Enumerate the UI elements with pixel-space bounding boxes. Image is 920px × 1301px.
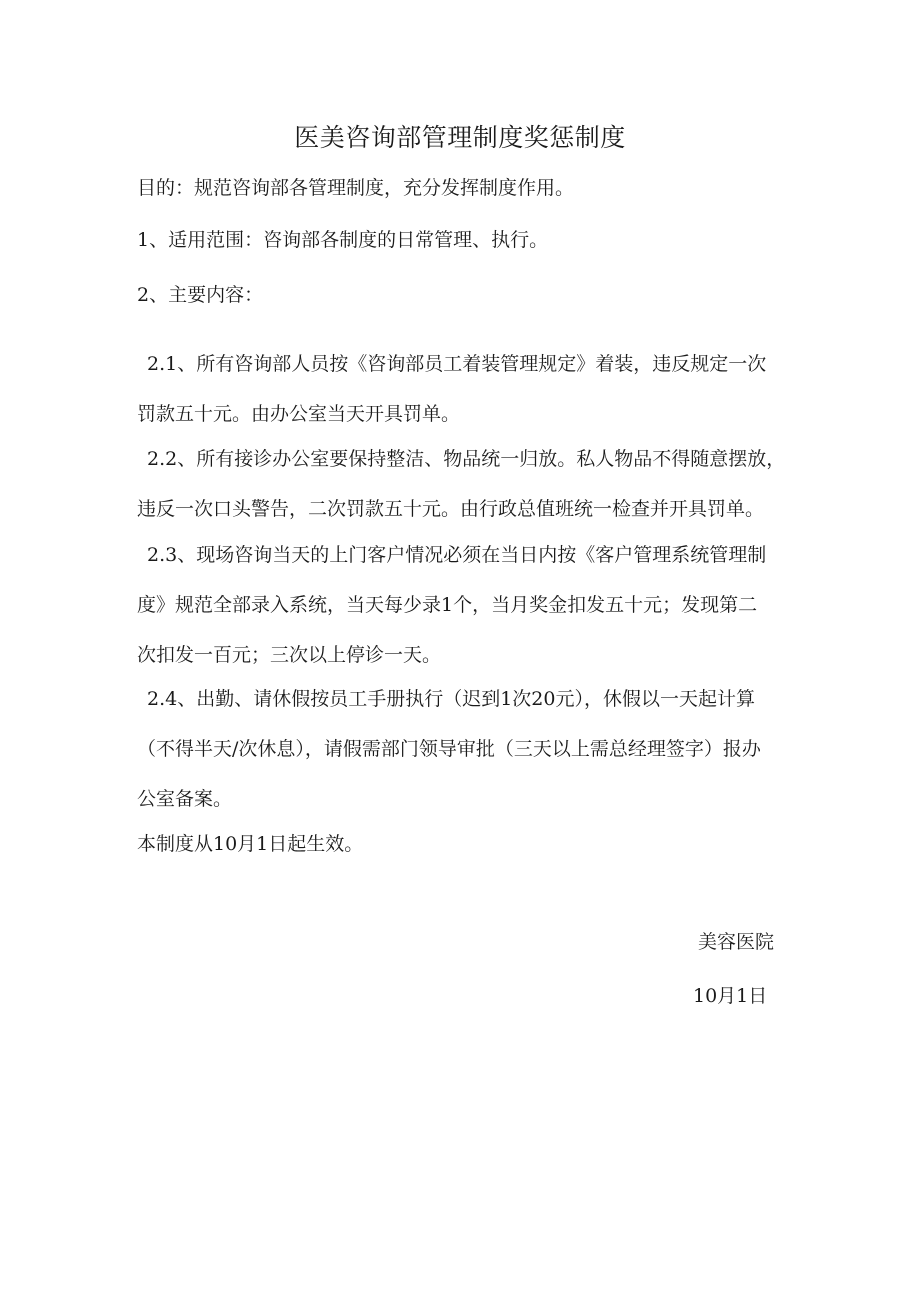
clause-2-3-line-2: 度》规范全部录入系统，当天每少录1个，当月奖金扣发五十元；发现第二 bbox=[137, 594, 758, 616]
clause-2-3 bbox=[137, 530, 805, 680]
clause-2-4-line-3: 公室备案。 bbox=[137, 788, 233, 810]
main-content-heading: 2、主要内容： bbox=[137, 284, 264, 306]
clause-2-3-line-1: 2.3、现场咨询当天的上门客户情况必须在当日内按《客户管理系统管理制 bbox=[147, 544, 767, 566]
clause-2-4 bbox=[137, 674, 805, 824]
clause-2-4-line-2: （不得半天/次休息），请假需部门领导审批（三天以上需总经理签字）报办 bbox=[137, 738, 761, 760]
document-title: 医美咨询部管理制度奖惩制度 bbox=[294, 123, 626, 152]
effective-date-line: 本制度从10月1日起生效。 bbox=[137, 833, 364, 855]
clause-2-2 bbox=[137, 434, 805, 534]
signature-date: 10月1日 bbox=[693, 985, 768, 1007]
purpose-line: 目的：规范咨询部各管理制度，充分发挥制度作用。 bbox=[137, 177, 575, 199]
scope-line: 1、适用范围：咨询部各制度的日常管理、执行。 bbox=[137, 229, 549, 251]
clause-2-2-line-1: 2.2、所有接诊办公室要保持整洁、物品统一归放。私人物品不得随意摆放， bbox=[147, 448, 786, 470]
clause-2-3-line-3: 次扣发一百元；三次以上停诊一天。 bbox=[137, 644, 442, 666]
clause-2-1-line-1: 2.1、所有咨询部人员按《咨询部员工着装管理规定》着装，违反规定一次 bbox=[147, 353, 767, 375]
clause-2-2-line-2: 违反一次口头警告，二次罚款五十元。由行政总值班统一检查并开具罚单。 bbox=[137, 498, 765, 520]
clause-2-1 bbox=[137, 339, 805, 439]
clause-2-1-line-2: 罚款五十元。由办公室当天开具罚单。 bbox=[137, 403, 461, 425]
clause-2-4-line-1: 2.4、出勤、请休假按员工手册执行（迟到1次20元），休假以一天起计算 bbox=[147, 688, 755, 710]
signature-org: 美容医院 bbox=[698, 931, 775, 953]
